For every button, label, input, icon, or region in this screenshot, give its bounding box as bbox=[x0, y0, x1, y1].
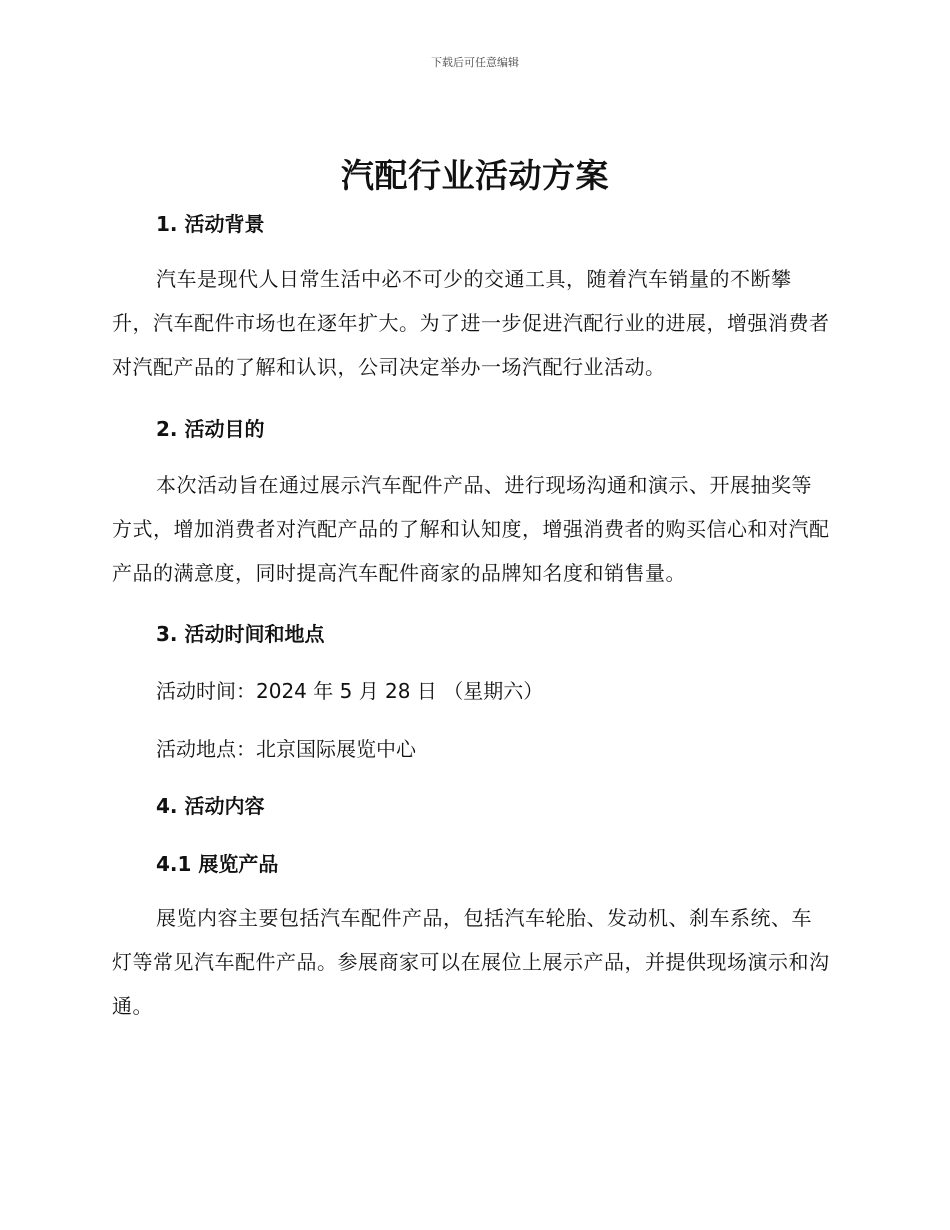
section-paragraph-exhibition: 展览内容主要包括汽车配件产品，包括汽车轮胎、发动机、刹车系统、车灯等常见汽车配件产品。参展商家可以在展位上展示产品，并提供现场演示和沟通。 bbox=[112, 906, 830, 1018]
section-paragraph-background: 汽车是现代人日常生活中必不可少的交通工具，随着汽车销量的不断攀升，汽车配件市场也在逐年扩大。为了进一步促进汽配行业的进展，增强消费者对汽配产品的了解和认识，公司决定举办一场汽配行业活动。 bbox=[112, 267, 830, 379]
document-title: 汽配行业活动方案 bbox=[341, 156, 609, 195]
event-place-line: 活动地点：北京国际展览中心 bbox=[156, 737, 416, 761]
page-header-note: 下载后可任意编辑 bbox=[431, 56, 519, 69]
section-heading-time-place: 3. 活动时间和地点 bbox=[156, 622, 325, 646]
section-heading-purpose: 2. 活动目的 bbox=[156, 417, 265, 441]
section-heading-content: 4. 活动内容 bbox=[156, 794, 265, 818]
section-paragraph-purpose: 本次活动旨在通过展示汽车配件产品、进行现场沟通和演示、开展抽奖等方式，增加消费者对汽配产品的了解和认知度，增强消费者的购买信心和对汽配产品的满意度，同时提高汽车配件商家的品牌知名度和销售量。 bbox=[112, 473, 830, 585]
section-heading-background: 1. 活动背景 bbox=[156, 212, 265, 236]
event-time-line: 活动时间：2024 年 5 月 28 日 （星期六） bbox=[156, 679, 544, 703]
subsection-heading-exhibition: 4.1 展览产品 bbox=[156, 852, 279, 876]
